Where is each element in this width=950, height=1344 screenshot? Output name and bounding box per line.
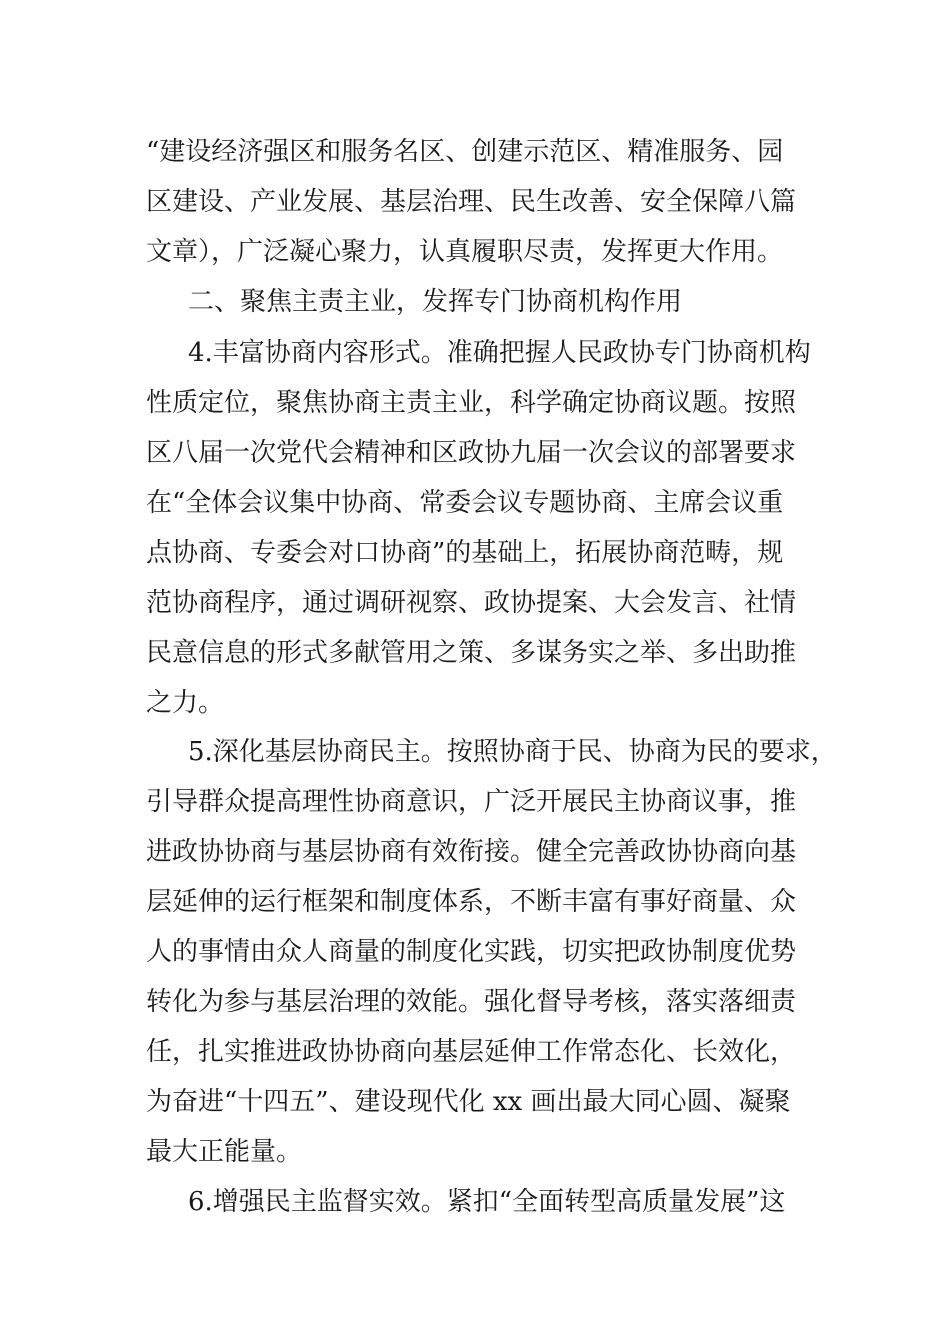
paragraph-line: 区建设、产业发展、基层治理、民生改善、安全保障八篇 [146,187,797,217]
paragraph-line: “建设经济强区和服务名区、创建示范区、精准服务、园 [146,137,784,167]
paragraph-line: 之力。 [146,688,225,718]
paragraph-line: 为奋进“十四五”、建设现代化 xx 画出最大同心圆、凝聚 [146,1087,791,1117]
paragraph-line: 在“全体会议集中协商、常委会议专题协商、主席会议重 [146,488,784,518]
paragraph-line: 文章），广泛凝心聚力，认真履职尽责，发挥更大作用。 [146,237,784,267]
paragraph-line: 转化为参与基层治理的效能。强化督导考核，落实落细责 [146,987,797,1017]
paragraph-line: 范协商程序，通过调研视察、政协提案、大会发言、社情 [146,588,797,618]
paragraph-line: 6.增强民主监督实效。紧扣“全面转型高质量发展”这 [188,1187,786,1217]
paragraph-line: 4.丰富协商内容形式。准确把握人民政协专门协商机构 [188,338,811,368]
paragraph-line: 任，扎实推进政协协商向基层延伸工作常态化、长效化， [146,1037,797,1067]
paragraph-line: 区八届一次党代会精神和区政协九届一次会议的部署要求 [146,438,797,468]
paragraph-line: 最大正能量。 [146,1137,303,1167]
paragraph-line: 点协商、专委会对口协商”的基础上，拓展协商范畴，规 [146,538,784,568]
paragraph-line: 人的事情由众人商量的制度化实践，切实把政协制度优势 [146,937,797,967]
paragraph-line: 层延伸的运行框架和制度体系，不断丰富有事好商量、众 [146,887,797,917]
paragraph-line: 性质定位，聚焦协商主责主业，科学确定协商议题。按照 [146,388,797,418]
paragraph-line: 5.深化基层协商民主。按照协商于民、协商为民的要求， [188,737,837,767]
paragraph-line: 引导群众提高理性协商意识，广泛开展民主协商议事，推 [146,787,797,817]
section-heading: 二、聚焦主责主业，发挥专门协商机构作用 [188,287,683,317]
paragraph-line: 民意信息的形式多献管用之策、多谋务实之举、多出助推 [146,638,797,668]
paragraph-line: 进政协协商与基层协商有效衔接。健全完善政协协商向基 [146,837,797,867]
